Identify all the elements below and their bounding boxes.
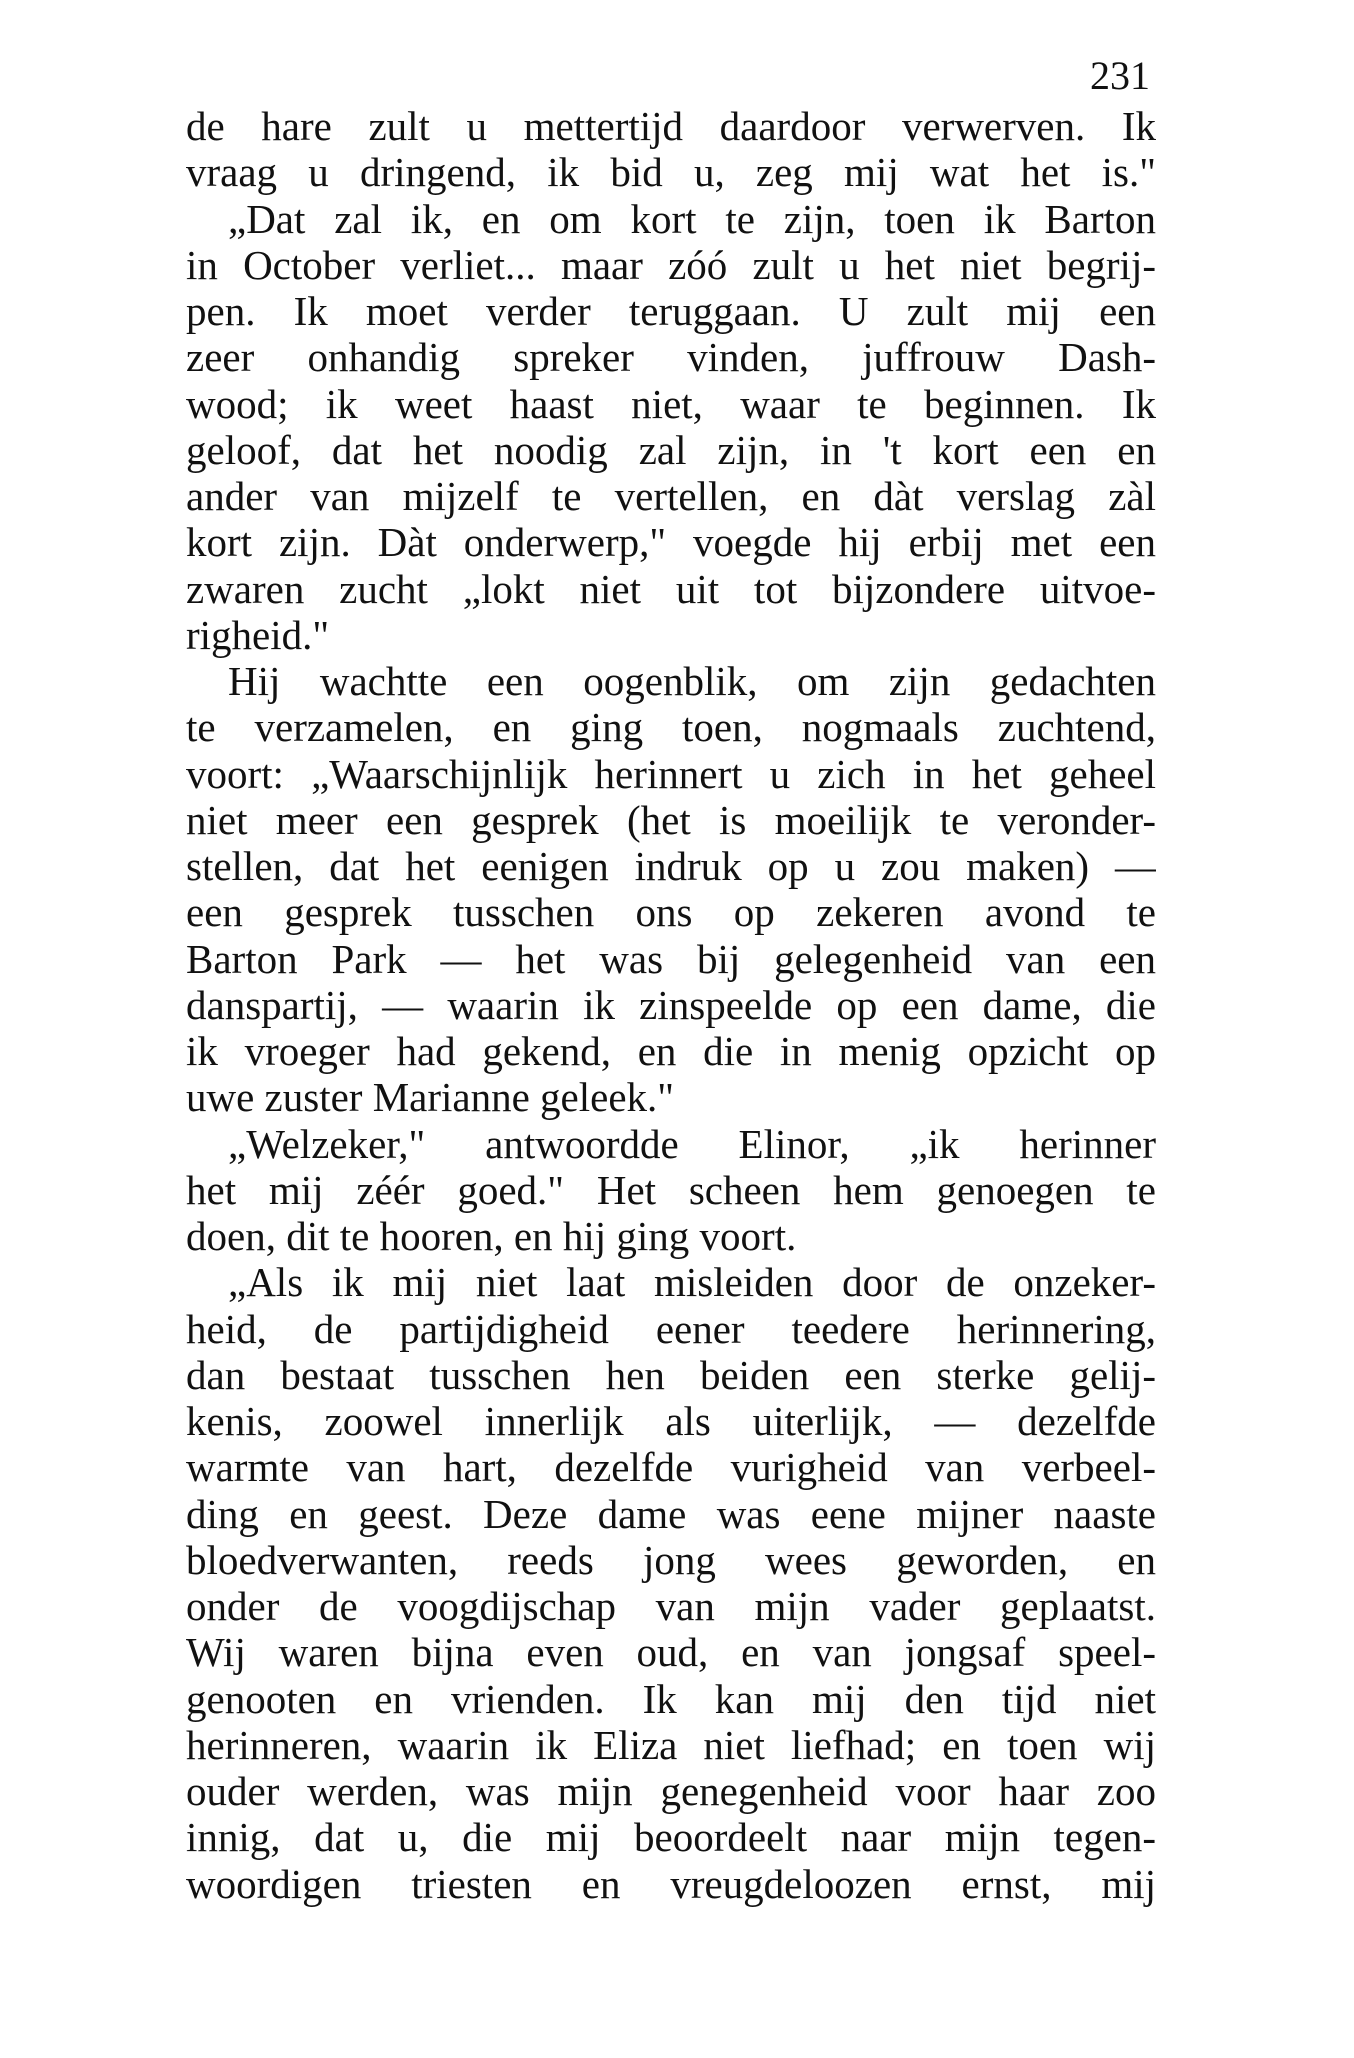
text-line: onder de voogdijschap van mijn vader geplaatst.: [186, 1583, 1156, 1629]
text-line: innig, dat u, die mij beoordeelt naar mijn tegen-: [186, 1814, 1156, 1861]
text-line: niet meer een gesprek (het is moeilijk te veronder-: [186, 796, 1156, 843]
text-line: bloedverwanten, reeds jong wees geworden, en: [186, 1536, 1156, 1583]
text-line: ouder werden, was mijn genegenheid voor haar zoo: [186, 1768, 1156, 1814]
body-text: [186, 103, 1156, 1907]
text-line: stellen, dat het eenigen indruk op u zou maken) —: [186, 843, 1156, 889]
text-line: Wij waren bijna even oud, en van jongsaf speel-: [186, 1629, 1156, 1676]
text-line: wood; ik weet haast niet, waar te beginnen. Ik: [186, 380, 1156, 427]
text-line: voort: „Waarschijnlijk herinnert u zich in het geheel: [186, 750, 1156, 797]
text-line: kenis, zoowel innerlijk als uiterlijk, — dezelfde: [186, 1398, 1156, 1444]
text-line: Barton Park — het was bij gelegenheid van een: [186, 935, 1156, 982]
text-line: herinneren, waarin ik Eliza niet liefhad; en toen wij: [186, 1721, 1156, 1768]
page-number: 231: [1090, 53, 1150, 98]
text-line: woordigen triesten en vreugdeloozen ernst, mij: [186, 1860, 1156, 1907]
text-line: ding en geest. Deze dame was eene mijner naaste: [186, 1490, 1156, 1537]
text-line: genooten en vrienden. Ik kan mij den tijd niet: [186, 1675, 1156, 1722]
text-line: warmte van hart, dezelfde vurigheid van verbeel-: [186, 1444, 1156, 1491]
text-line: „Dat zal ik, en om kort te zijn, toen ik Barton: [228, 195, 1156, 242]
text-line: ik vroeger had gekend, en die in menig opzicht op: [186, 1028, 1156, 1074]
text-line: te verzamelen, en ging toen, nogmaals zuchtend,: [186, 704, 1156, 751]
text-line: pen. Ik moet verder teruggaan. U zult mij een: [186, 288, 1156, 334]
text-line: „Als ik mij niet laat misleiden door de onzeker-: [228, 1259, 1156, 1306]
text-line: een gesprek tusschen ons op zekeren avond te: [186, 889, 1156, 936]
text-line: Hij wachtte een oogenblik, om zijn gedachten: [228, 658, 1156, 704]
text-line: zeer onhandig spreker vinden, juffrouw Dash-: [186, 334, 1156, 381]
text-line: vraag u dringend, ik bid u, zeg mij wat het is.": [186, 149, 1156, 196]
text-line: in October verliet... maar zóó zult u het niet begrij-: [186, 241, 1156, 288]
text-line: het mij zéér goed." Het scheen hem genoegen te: [186, 1166, 1156, 1213]
text-line: zwaren zucht „lokt niet uit tot bijzondere uitvoe-: [186, 565, 1156, 612]
text-line: righeid.": [186, 611, 330, 658]
text-line: ander van mijzelf te vertellen, en dàt verslag zàl: [186, 473, 1156, 519]
text-line: danspartij, — waarin ik zinspeelde op een dame, die: [186, 981, 1156, 1028]
text-line: heid, de partijdigheid eener teedere herinnering,: [186, 1305, 1156, 1352]
text-line: kort zijn. Dàt onderwerp," voegde hij erbij met een: [186, 519, 1156, 566]
text-line: dan bestaat tusschen hen beiden een sterke gelij-: [186, 1351, 1156, 1398]
text-line: geloof, dat het noodig zal zijn, in 't kort een en: [186, 426, 1156, 473]
text-line: „Welzeker," antwoordde Elinor, „ik herinner: [228, 1120, 1156, 1167]
text-line: doen, dit te hooren, en hij ging voort.: [186, 1213, 797, 1259]
text-line: de hare zult u mettertijd daardoor verwerven. Ik: [186, 103, 1156, 149]
text-line: uwe zuster Marianne geleek.": [186, 1074, 675, 1121]
